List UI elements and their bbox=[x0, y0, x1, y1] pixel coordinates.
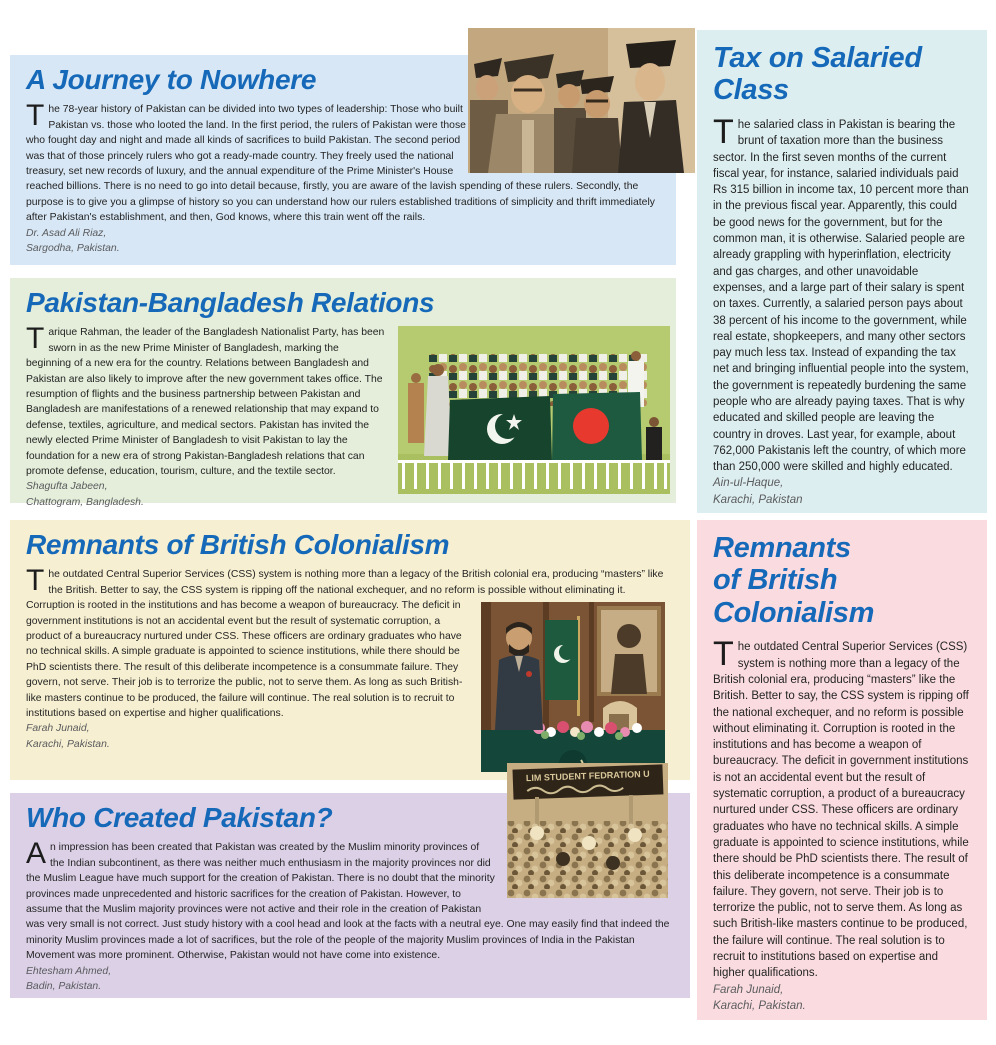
article-title: Who Created Pakistan? bbox=[26, 802, 333, 833]
article-text: n impression has been created that Pakistan was created by the Muslim minority provinces of the Indian subcontinent, as there was neither much enthusiasm in the majority provinces nor did the Muslim League have much support for the creation of Pakistan. There is no doubt that the minority provinces made unprecedented and historic sacrifices for the creation of Pakistan. However, to assume that the Muslim majority provinces were not active and their role in the creation of Pakistan was very small is not correct. Just study history with a cool head and look at the facts with a neutral eye. One may easily find that indeed the minority Muslim provinces made a lot of sacrifices, but the role of the people of the majority Muslim provinces of India in the Pakistan Movement was more prominent. Otherwise, Pakistan would not have come into existence. bbox=[26, 842, 670, 962]
title-line: of British bbox=[713, 564, 838, 597]
article-text: Corruption is rooted in the institutions and has become a weapon of bureaucracy. The deficit in government institutions is not an accidental event but the result of systematic corruption, a product of a bureaucracy nurtured under CSS. These officers are ordinary graduates who have no technical skills. A simple graduate is appointed to science institutions, while there should be PhD scientists there. The result of this deliberate incompetence is a consummate failure. They govern, not serve. Their job is to terrorize the public, not to serve them. As long as such British-like masters continue to be produced, the failure will continue. The real solution is to recruit to institutions based on expertise and higher qualifications. bbox=[26, 600, 463, 720]
article-body bbox=[713, 112, 971, 476]
official-ceremony-photo bbox=[481, 602, 665, 772]
drop-cap: T bbox=[26, 99, 45, 133]
title-line: Tax on Salaried bbox=[713, 42, 922, 74]
article-title bbox=[713, 42, 971, 107]
article-location: Karachi, Pakistan. bbox=[713, 999, 806, 1012]
drop-cap: T bbox=[713, 635, 734, 674]
article-title: Remnants of British Colonialism bbox=[26, 529, 450, 560]
banner-text: LIM STUDENT FEDRATION U bbox=[525, 768, 650, 784]
drop-cap: A bbox=[26, 837, 47, 871]
article-remnants-british-colonialism-right bbox=[697, 520, 987, 1020]
title-line: Class bbox=[713, 74, 789, 107]
article-author: Ehtesham Ahmed, bbox=[26, 965, 112, 977]
article-location: Sargodha, Pakistan. bbox=[26, 243, 120, 255]
article-author: Ain-ul-Haque, bbox=[713, 477, 784, 490]
muslim-league-leaders-photo bbox=[468, 28, 695, 173]
drop-cap: T bbox=[26, 322, 45, 356]
article-text: he salaried class in Pakistan is bearing the brunt of taxation more than the business sector. In the first seven months of the current fiscal year, for instance, salaried individuals paid Rs 315 billion in income tax, 10 percent more than in the previous fiscal year. Apparently, this could be good news for the government, but for the common man, it is otherwise. Salaried people are already grappling with hyperinflation, electricity and gas charges, and other unavoidable expenses, and a large part of their salary is spent on taxes. Currently, a salaried person pays about 38 percent of his income to the government, while real estate, shopkeepers, and many other sectors pay much less tax. Instead of expanding the tax net and bringing influential people into the system, the government is repeatedly burdening the same people who are already paying taxes. That is why educated and skilled people are leaving the country in droves. Last year, for example, about 762,000 Pakistanis left the country, of which more than 250,000 were skilled and highly educated. bbox=[713, 118, 969, 474]
article-author: Dr. Asad Ali Riaz, bbox=[26, 227, 107, 239]
article-author: Farah Junaid, bbox=[713, 983, 784, 996]
article-title: A Journey to Nowhere bbox=[26, 64, 317, 95]
article-location: Karachi, Pakistan. bbox=[26, 738, 110, 750]
drop-cap: T bbox=[713, 112, 734, 151]
article-text: arique Rahman, the leader of the Bangladesh Nationalist Party, has been sworn in as the new Prime Minister of Bangladesh, marking the beginning of a new era for the country. Relations between Bangladesh and Pakistan are also likely to improve after the new government takes office. The resumption of flights and the business partnership between Pakistan and Bangladesh are manifestations of a renewed relationship that may expand to defense, textiles, agriculture, and medical sectors. Pakistan has invited the newly elected Prime Minister of Bangladesh to visit Pakistan to lay the foundation for a new era of strong Pakistan-Bangladesh relations that can promote defense, education, tourism, culture, and the textile sector. bbox=[26, 327, 385, 478]
article-body bbox=[713, 635, 971, 981]
article-author: Shagufta Jabeen, bbox=[26, 481, 108, 493]
pakistan-bangladesh-flags-photo bbox=[398, 326, 670, 494]
student-federation-rally-photo bbox=[507, 763, 668, 898]
article-text: he 78-year history of Pakistan can be divided into two types of leadership: Those who built Pakistan vs. those who looted the land. In the first period, the rulers of Pakistan were those who fought day and night and made all kinds of sacrifices to build Pakistan. The second period was that of those princely rulers who got a ready-made country. They freely used the national treasury, set new records of luxury, and the annual expenditure of the Prime Minister's House reached billions. There is no need to go into detail because, firstly, you are aware of the lavish spending of these rulers. Secondly, the purpose is to give you a glimpse of history so you can understand how our rulers established traditions of simplicity and thrift immediately after Pakistan's establishment, and then, God knows, where this train went off the rails. bbox=[26, 104, 655, 224]
article-location: Karachi, Pakistan bbox=[713, 493, 803, 506]
article-tax-on-salaried-class bbox=[697, 30, 987, 513]
article-body-intro bbox=[26, 564, 674, 598]
drop-cap: T bbox=[26, 564, 45, 598]
article-author: Farah Junaid, bbox=[26, 723, 90, 735]
article-text: he outdated Central Superior Services (CSS) system is nothing more than a legacy of the British colonial era, producing “masters” like the British. Better to say, the CSS system is ripping off the national exchequer, and no reform is possible without eliminating it. bbox=[48, 569, 664, 596]
article-location: Badin, Pakistan. bbox=[26, 981, 102, 993]
rally-banner bbox=[512, 764, 663, 799]
article-location: Chattogram, Bangladesh. bbox=[26, 496, 144, 508]
bangladesh-flag bbox=[552, 392, 642, 462]
article-text: he outdated Central Superior Services (CSS) system is nothing more than a legacy of the British colonial era, producing “masters” like the British. Better to say, the CSS system is ripping off the national exchequer, and no reform is possible without eliminating it. Corruption is rooted in the institutions and has become a weapon of bureaucracy. The deficit in government institutions is not an accidental event but the result of systematic corruption, a product of a bureaucracy nurtured under CSS. These officers are ordinary graduates who have no technical skills. A simple graduate is appointed to science institutions, while there should be PhD scientists there. The result of this deliberate incompetence is a consummate failure. They govern, not serve. Their job is to terrorize the public, not to serve them. As long as such British-like masters continue to be produced, the failure will continue. The real solution is to recruit to institutions based on expertise and higher qualifications. bbox=[713, 641, 969, 980]
pakistan-flag bbox=[448, 396, 552, 462]
title-line: Colonialism bbox=[713, 596, 875, 629]
title-line: Remnants bbox=[713, 532, 851, 564]
article-title bbox=[713, 532, 971, 629]
article-title: Pakistan-Bangladesh Relations bbox=[26, 287, 435, 318]
